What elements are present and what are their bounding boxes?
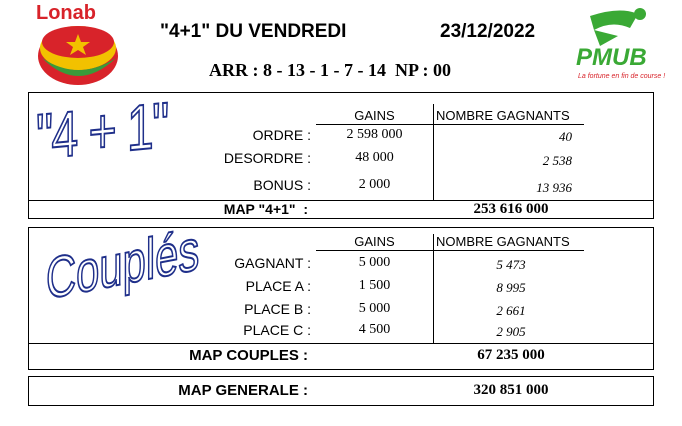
- pmub-logo-text: PMUB: [576, 44, 647, 71]
- map-generale-value: 320 851 000: [473, 382, 549, 398]
- row-count: 2 661: [496, 303, 526, 318]
- row-gain: 5 000: [358, 255, 391, 270]
- row-gain: 4 500: [358, 322, 391, 337]
- gagnants-header-underline: [434, 250, 584, 251]
- section-couples-map-divider: [28, 343, 654, 344]
- gains-header-underline: [316, 124, 433, 125]
- row-label: BONUS :: [253, 177, 311, 193]
- gains-header-underline: [316, 250, 433, 251]
- col-header-gains: GAINS: [354, 234, 395, 249]
- row-label: ORDRE :: [252, 127, 311, 143]
- pmub-logo: [560, 6, 672, 86]
- lonab-logo-text: Lonab: [36, 2, 96, 24]
- map-generale-label: MAP GENERALE :: [178, 382, 308, 399]
- row-count: 13 936: [536, 180, 572, 195]
- title-art-4plus1: "4 + 1": [36, 88, 168, 173]
- pmub-tagline: La fortune en fin de course !: [578, 73, 666, 80]
- row-gain: 1 500: [358, 278, 391, 293]
- row-gain: 5 000: [358, 301, 391, 316]
- section-4plus1-col-divider: [433, 104, 434, 200]
- lonab-logo: [20, 4, 130, 88]
- row-count: 8 995: [496, 280, 526, 295]
- map-4plus1-label: MAP "4+1" :: [223, 201, 308, 217]
- row-gain: 2 598 000: [346, 127, 403, 142]
- row-count: 40: [559, 129, 572, 144]
- col-header-gagnants: NOMBRE GAGNANTS: [436, 234, 570, 249]
- row-gain: 48 000: [355, 150, 394, 165]
- arrivee-line: ARR : 8 - 13 - 1 - 7 - 14 NP : 00: [209, 60, 451, 80]
- row-label: PLACE A :: [245, 278, 311, 294]
- page-title: "4+1" DU VENDREDI: [160, 21, 347, 42]
- map-couples-label: MAP COUPLES :: [189, 347, 308, 364]
- gagnants-header-underline: [434, 124, 584, 125]
- row-count: 2 905: [496, 324, 526, 339]
- col-header-gagnants: NOMBRE GAGNANTS: [436, 108, 570, 123]
- draw-date: 23/12/2022: [440, 21, 536, 42]
- col-header-gains: GAINS: [354, 108, 395, 123]
- row-count: 5 473: [496, 257, 526, 272]
- row-label: PLACE B :: [244, 301, 311, 317]
- row-count: 2 538: [542, 153, 572, 168]
- map-couples-value: 67 235 000: [477, 347, 545, 363]
- title-art-couples: Couplés: [46, 217, 200, 312]
- row-label: GAGNANT :: [234, 255, 311, 271]
- map-4plus1-value: 253 616 000: [473, 201, 549, 217]
- row-label: DESORDRE :: [223, 150, 311, 166]
- row-gain: 2 000: [358, 177, 391, 192]
- row-label: PLACE C :: [243, 322, 311, 338]
